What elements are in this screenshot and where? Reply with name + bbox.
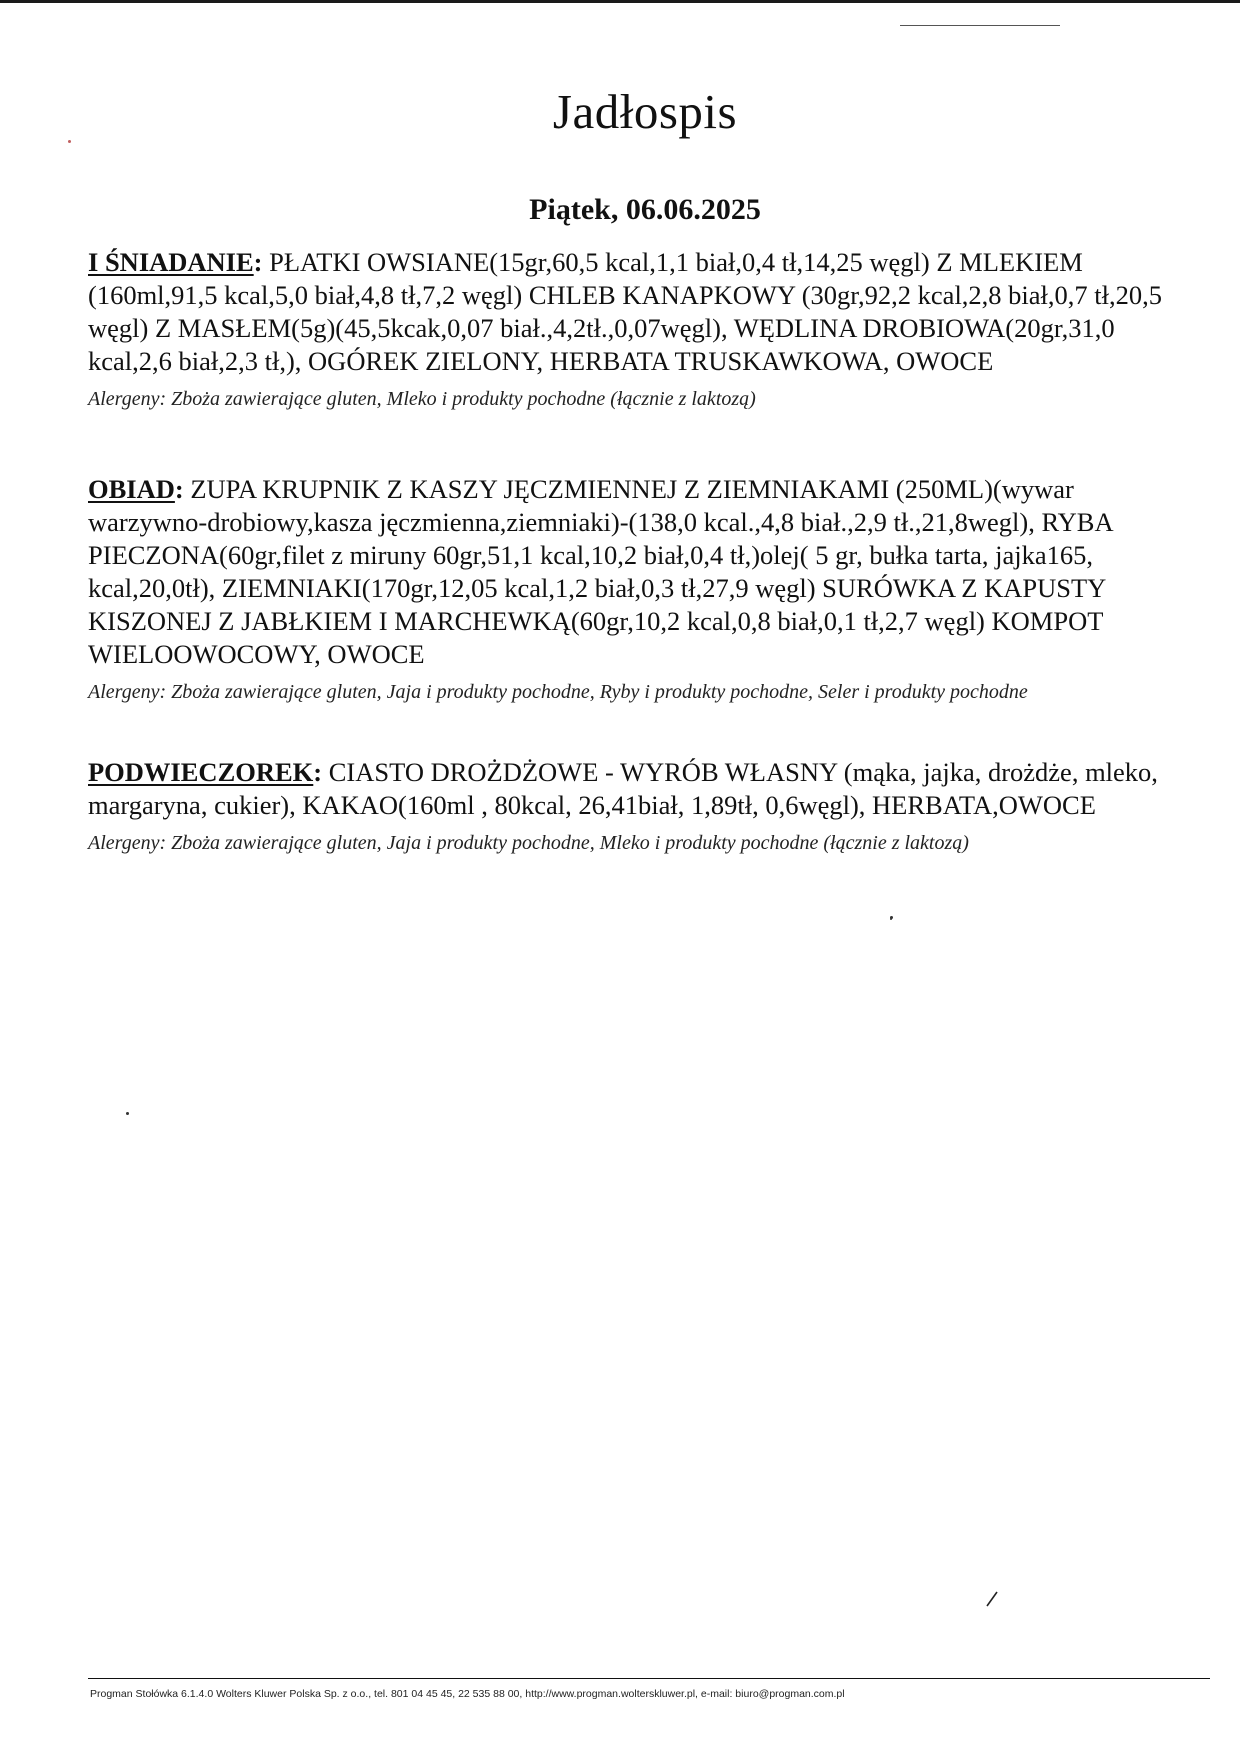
allergens-note: Alergeny: Zboża zawierające gluten, Mleko i produkty pochodne (łącznie z laktozą): [88, 388, 756, 410]
meal-label: I ŚNIADANIE: [88, 247, 254, 277]
meal-description: [88, 246, 1198, 378]
pen-mark: [985, 1590, 999, 1608]
scan-speck: [890, 918, 892, 920]
scan-speck: [126, 1112, 129, 1115]
meal-content: CIASTO DROŻDŻOWE - WYRÓB WŁASNY (mąka, jajka, drożdże, mleko, margaryna, cukier), KAKAO(160ml , 80kcal, 26,41biał, 1,89tł, 0,6węgl), HERBATA,OWOCE: [88, 757, 1158, 820]
meal-section-lunch: [88, 473, 1198, 705]
meal-description: [88, 756, 1198, 822]
meal-label: OBIAD: [88, 474, 175, 504]
scan-speck: [68, 140, 71, 143]
meal-label-colon: :: [313, 757, 323, 787]
meal-content: ZUPA KRUPNIK Z KASZY JĘCZMIENNEJ Z ZIEMNIAKAMI (250ML)(wywar warzywno-drobiowy,kasza jęczmienna,ziemniaki)-(138,0 kcal.,4,8 biał.,2,9 tł.,21,8wegl), RYBA PIECZONA(60gr,filet z miruny 60gr,51,1 kcal,10,2 biał,0,4 tł,)olej( 5 gr, bułka tarta, jajka165, kcal,20,0tł), ZIEMNIAKI(170gr,12,05 kcal,1,2 biał,0,3 tł,27,9 węgl) SURÓWKA Z KAPUSTY KISZONEJ Z JABŁKIEM I MARCHEWKĄ(60gr,10,2 kcal,0,8 biał,0,1 tł,2,7 węgl) KOMPOT WIELOOWOCOWY, OWOCE: [88, 474, 1113, 669]
meal-section-breakfast: [88, 246, 1198, 412]
scan-edge: [0, 0, 1240, 3]
meal-label-colon: :: [174, 474, 184, 504]
menu-date: Piątek, 06.06.2025: [529, 193, 761, 226]
allergens-note: Alergeny: Zboża zawierające gluten, Jaja i produkty pochodne, Ryby i produkty pochodne, Seler i produkty pochodne: [88, 681, 1028, 703]
meal-label-colon: :: [253, 247, 263, 277]
meal-section-snack: [88, 756, 1198, 856]
meal-description: [88, 473, 1198, 671]
footer-divider: [88, 1678, 1210, 1679]
page-title: Jadłospis: [552, 84, 738, 139]
scan-line: [900, 25, 1060, 26]
meal-content: PŁATKI OWSIANE(15gr,60,5 kcal,1,1 biał,0,4 tł,14,25 węgl) Z MLEKIEM (160ml,91,5 kcal,5,0 biał,4,8 tł,7,2 węgl) CHLEB KANAPKOWY (30gr,92,2 kcal,2,8 biał,0,7 tł,20,5 węgl) Z MASŁEM(5g)(45,5kcak,0,07 biał.,4,2tł.,0,07węgl), WĘDLINA DROBIOWA(20gr,31,0 kcal,2,6 biał,2,3 tł,), OGÓREK ZIELONY, HERBATA TRUSKAWKOWA, OWOCE: [88, 247, 1163, 376]
allergens-note: Alergeny: Zboża zawierające gluten, Jaja i produkty pochodne, Mleko i produkty pochodne (łącznie z laktozą): [88, 832, 969, 854]
footer-credits: Progman Stołówka 6.1.4.0 Wolters Kluwer Polska Sp. z o.o., tel. 801 04 45 45, 22 535 88 00, http://www.progman.wolterskluwer.pl, e-mail: biuro@progman.com.pl: [90, 1688, 845, 1700]
meal-label: PODWIECZOREK: [88, 757, 314, 787]
